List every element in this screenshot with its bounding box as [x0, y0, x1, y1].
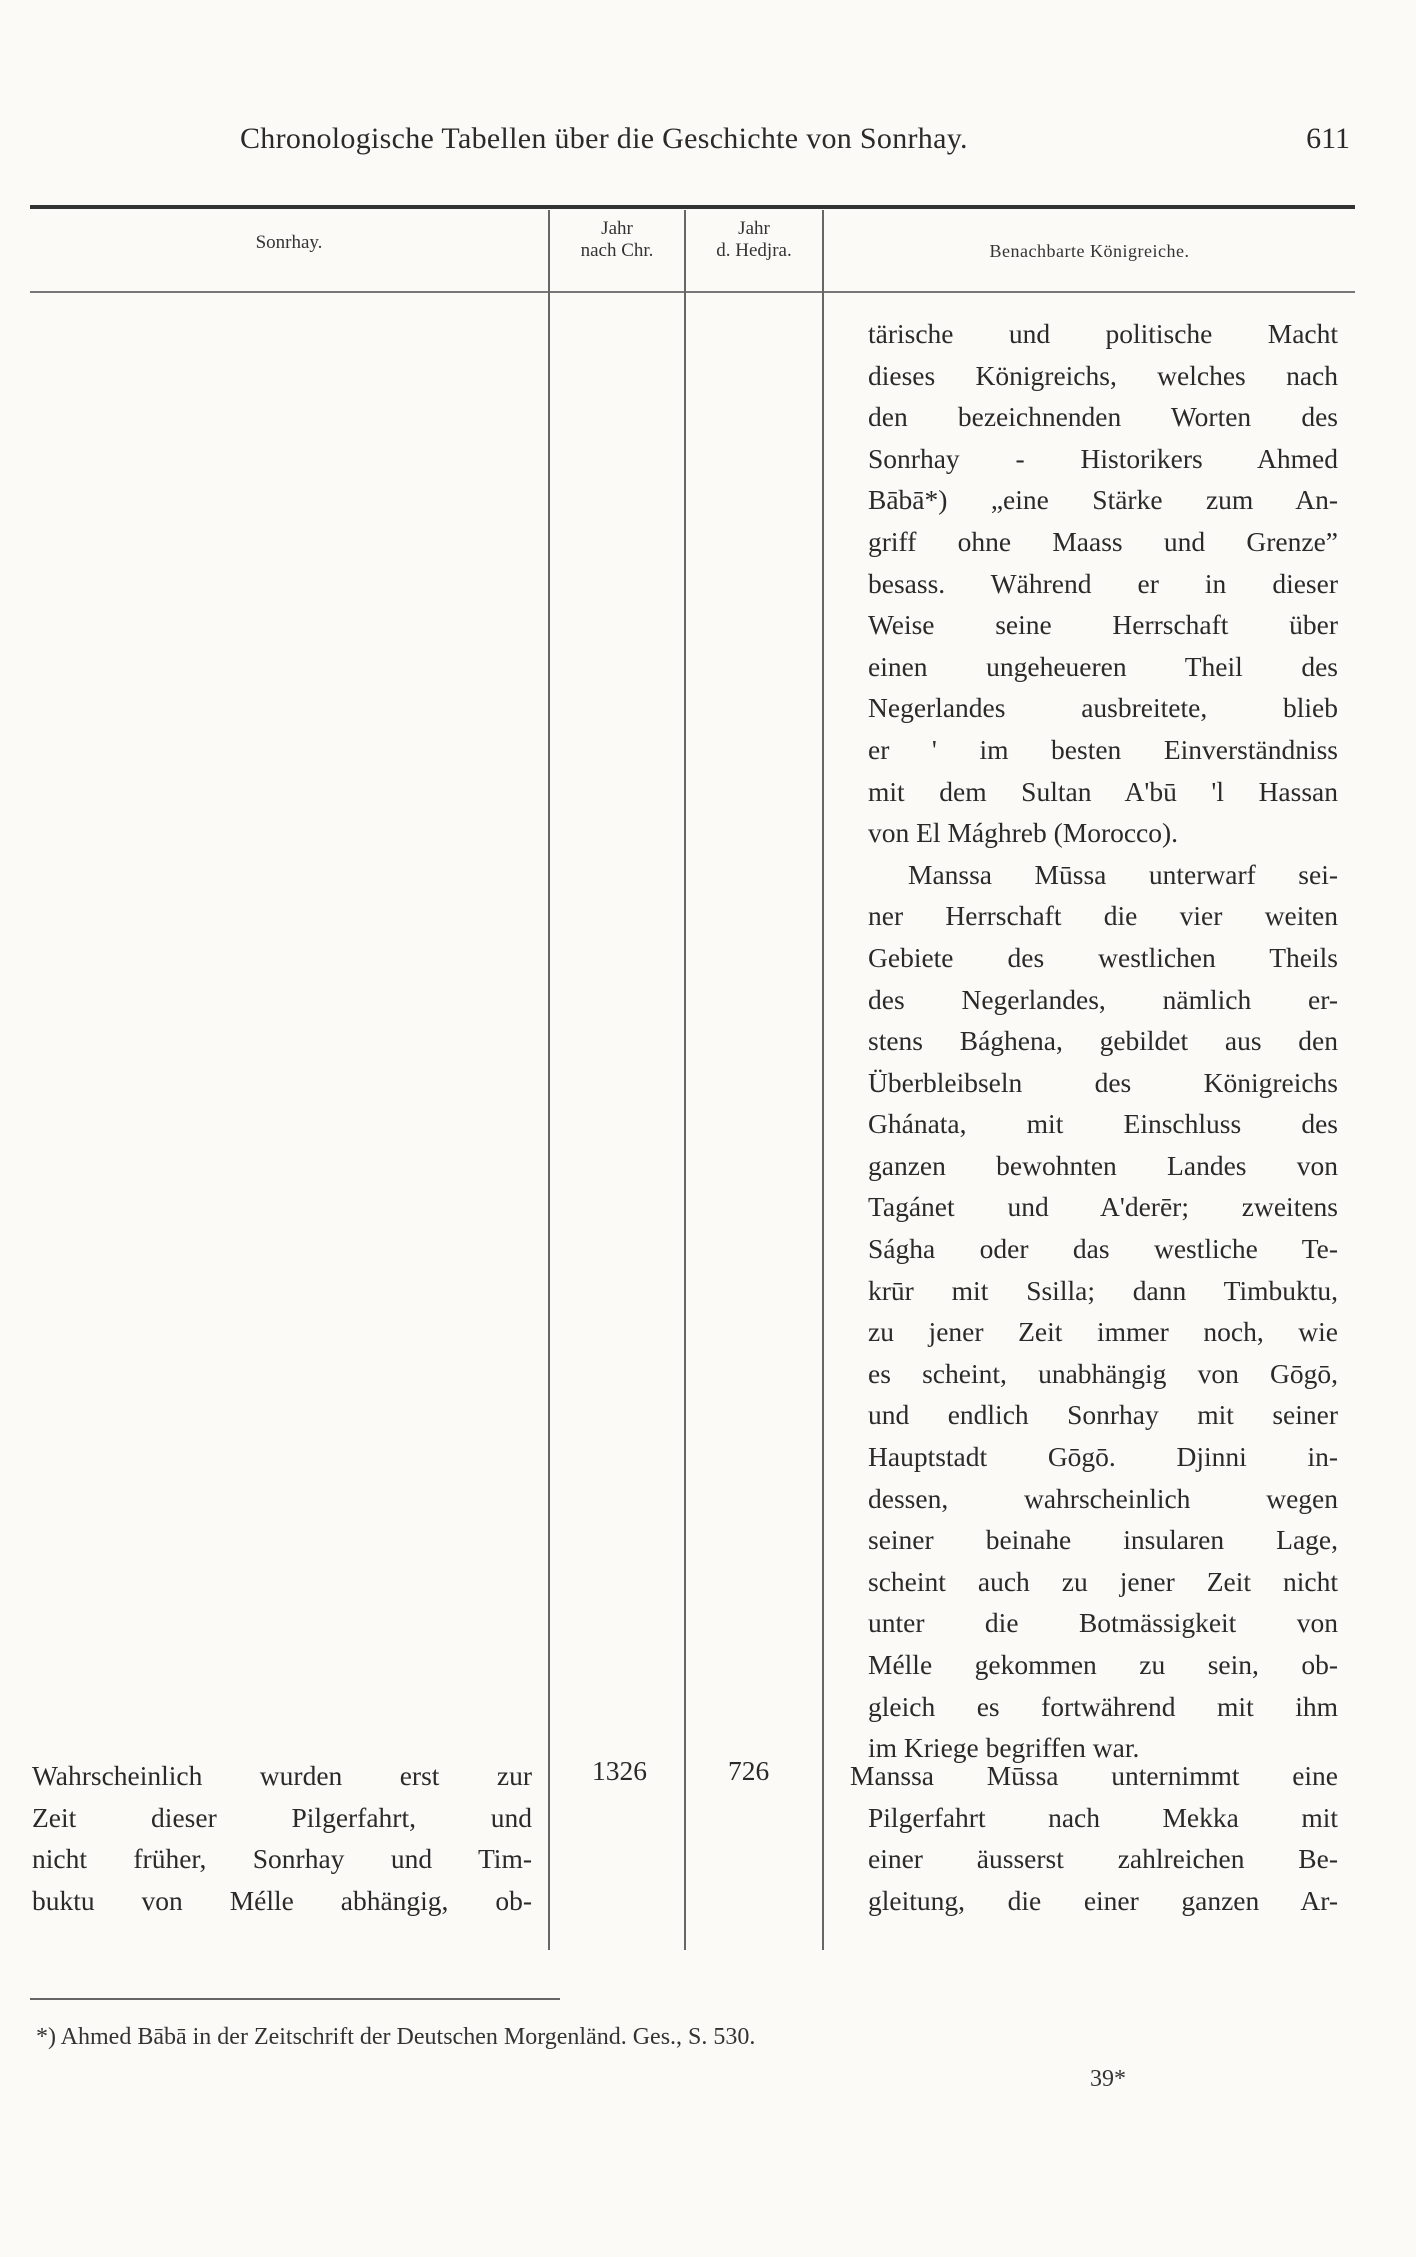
neighbouring-kingdoms-entry-1326 [850, 1755, 1338, 1921]
header-jahr-hed-line1: Jahr [738, 218, 770, 239]
text-line: buktu von Mélle abhängig, ob- [32, 1884, 532, 1916]
text-line: von El Mághreb (Morocco). [868, 817, 1179, 849]
text-line: scheint auch zu jener Zeit nicht [868, 1565, 1338, 1597]
text-line: Weise seine Herrschaft über [868, 609, 1338, 641]
text-line: den bezeichnenden Worten des [868, 401, 1338, 433]
year-nach-chr: 1326 [592, 1755, 647, 1786]
text-line: tärische und politische Macht [868, 318, 1338, 349]
text-line: er ' im besten Einverständniss [868, 733, 1338, 765]
text-line: gleich es fortwährend mit ihm [868, 1690, 1338, 1722]
text-line: Sonrhay - Historikers Ahmed [868, 442, 1338, 474]
paragraph-1 [868, 313, 1338, 854]
text-line: einen ungeheueren Theil des [868, 650, 1338, 682]
column-divider-3 [822, 210, 824, 1950]
text-line: des Negerlandes, nämlich er- [868, 983, 1338, 1015]
text-line: besass. Während er in dieser [868, 567, 1338, 599]
text-line: dieses Königreichs, welches nach [868, 359, 1338, 391]
text-line: unter die Botmässigkeit von [868, 1607, 1338, 1639]
signature-mark: 39* [1090, 2066, 1126, 2092]
header-benachbarte-koenigreiche: Benachbarte Königreiche. [989, 241, 1190, 261]
text-line: ner Herrschaft die vier weiten [868, 900, 1338, 932]
table-top-rule [30, 205, 1355, 209]
text-line: Pilgerfahrt nach Mekka mit [868, 1801, 1338, 1833]
header-jahr-hed-line2: d. Hedjra. [716, 240, 792, 261]
page-number: 611 [1306, 122, 1350, 155]
sonrhay-column-text [32, 1755, 532, 1921]
text-line: Wahrscheinlich wurden erst zur [32, 1760, 532, 1791]
running-head-title: Chronologische Tabellen über die Geschichte von Sonrhay. [240, 122, 968, 155]
text-line: ganzen bewohnten Landes von [868, 1149, 1338, 1181]
text-line: seiner beinahe insularen Lage, [868, 1524, 1338, 1556]
footnote-rule [30, 1998, 560, 2000]
text-line: zu jener Zeit immer noch, wie [868, 1316, 1338, 1348]
text-line: stens Bághena, gebildet aus den [868, 1025, 1338, 1057]
text-line: dessen, wahrscheinlich wegen [868, 1482, 1338, 1514]
text-line: einer äusserst zahlreichen Be- [868, 1843, 1338, 1875]
text-line: Hauptstadt Gōgō. Djinni in- [868, 1441, 1338, 1473]
table-header-rule [30, 291, 1355, 293]
text-line: Überbleibseln des Königreichs [868, 1066, 1338, 1098]
text-line: Zeit dieser Pilgerfahrt, und [32, 1801, 532, 1833]
text-line: Gebiete des westlichen Theils [868, 941, 1338, 973]
neighbouring-kingdoms-text [868, 313, 1338, 1769]
paragraph-2 [868, 854, 1338, 1769]
header-jahr-hedjra [686, 218, 822, 262]
year-hedjra: 726 [728, 1755, 770, 1786]
text-line: Manssa Mūssa unterwarf sei- [908, 858, 1338, 890]
text-line: gleitung, die einer ganzen Ar- [868, 1884, 1338, 1916]
text-line: Negerlandes ausbreitete, blieb [868, 692, 1338, 724]
text-line: Tagánet und A'derēr; zweitens [868, 1191, 1338, 1223]
text-line: Ghánata, mit Einschluss des [868, 1108, 1338, 1140]
footnote: *) Ahmed Bābā in der Zeitschrift der Deutschen Morgenländ. Ges., S. 530. [36, 2024, 756, 2050]
header-jahr-nach-chr [550, 218, 684, 262]
text-line: nicht früher, Sonrhay und Tim- [32, 1843, 532, 1875]
text-line: und endlich Sonrhay mit seiner [868, 1399, 1338, 1431]
text-line: Bābā*) „eine Stärke zum An- [868, 484, 1338, 516]
text-line: krūr mit Ssilla; dann Timbuktu, [868, 1274, 1338, 1306]
text-line: mit dem Sultan A'bū 'l Hassan [868, 775, 1338, 807]
header-sonrhay: Sonrhay. [255, 232, 323, 253]
column-divider-1 [548, 210, 550, 1950]
text-line: im Kriege begriffen war. [868, 1732, 1140, 1764]
text-line: Manssa Mūssa unternimmt eine [850, 1760, 1338, 1791]
text-line: Ságha oder das westliche Te- [868, 1233, 1338, 1265]
text-line: griff ohne Maass und Grenze” [868, 525, 1338, 557]
text-line: es scheint, unabhängig von Gōgō, [868, 1357, 1338, 1389]
header-jahr-chr-line2: nach Chr. [580, 240, 654, 261]
column-divider-2 [684, 210, 686, 1950]
text-line: Mélle gekommen zu sein, ob- [868, 1649, 1338, 1680]
running-head [240, 122, 1350, 162]
header-jahr-chr-line1: Jahr [601, 218, 633, 239]
